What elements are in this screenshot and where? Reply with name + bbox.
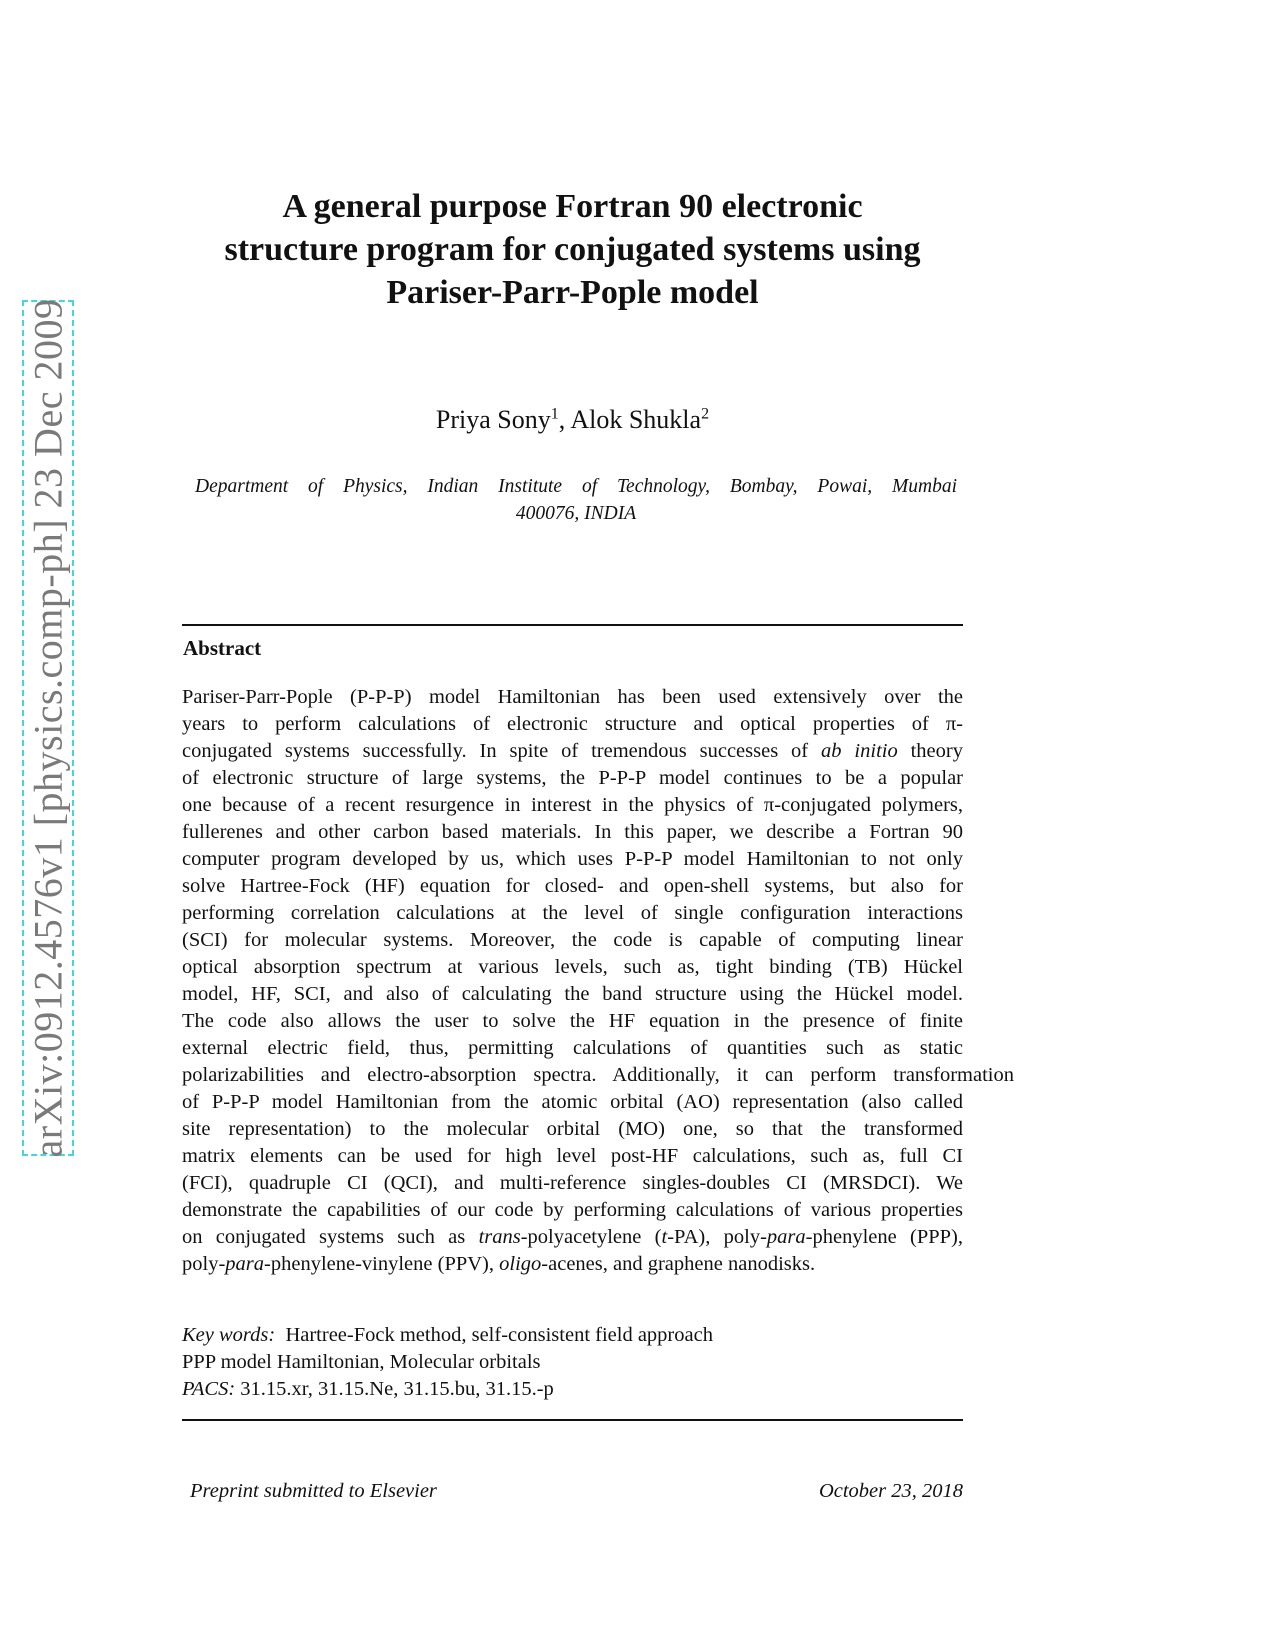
title-line: Pariser-Parr-Pople model bbox=[386, 274, 759, 311]
keywords-label: Key words: bbox=[182, 1324, 276, 1346]
paper-title bbox=[150, 185, 995, 314]
abstract-text: poly- bbox=[182, 1253, 226, 1275]
abstract-line bbox=[182, 1170, 963, 1197]
abstract-text: -phenylene-vinylene (PPV), bbox=[264, 1253, 500, 1275]
abstract-line bbox=[182, 1062, 1014, 1089]
abstract-line bbox=[182, 927, 963, 954]
abstract-line bbox=[182, 1224, 963, 1251]
abstract-text: of P-P-P model Hamiltonian from the atomic orbital (AO) representation (also called bbox=[182, 1091, 963, 1113]
abstract-line bbox=[182, 1143, 963, 1170]
date: October 23, 2018 bbox=[818, 1480, 963, 1502]
abstract-text: demonstrate the capabilities of our code by performing calculations of various properties bbox=[182, 1199, 963, 1221]
pacs-label: PACS: bbox=[182, 1378, 236, 1400]
abstract-line bbox=[182, 711, 963, 738]
abstract-text: -phenylene (PPP), bbox=[805, 1226, 963, 1248]
abstract-line bbox=[182, 981, 963, 1008]
abstract-line bbox=[182, 900, 963, 927]
abstract-text: years to perform calculations of electronic structure and optical properties of π- bbox=[182, 713, 963, 735]
abstract-text: (FCI), quadruple CI (QCI), and multi-reference singles-doubles CI (MRSDCI). We bbox=[182, 1172, 963, 1194]
title-line: A general purpose Fortran 90 electronic bbox=[282, 188, 863, 225]
abstract-text: theory bbox=[897, 740, 963, 762]
abstract-heading: Abstract bbox=[183, 636, 262, 660]
abstract-line bbox=[182, 684, 963, 711]
abstract-text: optical absorption spectrum at various levels, such as, tight binding (TB) Hückel bbox=[182, 956, 963, 978]
top-rule bbox=[182, 624, 963, 626]
abstract-line bbox=[182, 819, 963, 846]
abstract-line bbox=[182, 1197, 963, 1224]
abstract-text: computer program developed by us, which uses P-P-P model Hamiltonian to not only bbox=[182, 848, 963, 870]
abstract-text: model, HF, SCI, and also of calculating the band structure using the Hückel model. bbox=[182, 983, 963, 1005]
arxiv-stamp bbox=[22, 300, 74, 1156]
abstract-text: -PA), poly- bbox=[667, 1226, 767, 1248]
abstract-line bbox=[182, 738, 963, 765]
author-affiliation-mark: 2 bbox=[701, 405, 710, 423]
abstract-line bbox=[182, 1251, 963, 1278]
abstract-text: external electric field, thus, permitting calculations of quantities such as static bbox=[182, 1037, 963, 1059]
abstract-line bbox=[182, 792, 963, 819]
abstract-line bbox=[182, 1008, 963, 1035]
abstract-text: of electronic structure of large systems, the P-P-P model continues to be a popular bbox=[182, 767, 963, 789]
affiliation-line: Department of Physics, Indian Institute of Technology, Bombay, Powai, Mumbai bbox=[195, 476, 957, 497]
author-name: Alok Shukla bbox=[570, 405, 702, 434]
abstract-text: conjugated systems successfully. In spite of tremendous successes of bbox=[182, 740, 822, 762]
abstract-text: fullerenes and other carbon based materials. In this paper, we describe a Fortran 90 bbox=[182, 821, 963, 843]
abstract-line bbox=[182, 765, 963, 792]
abstract-text: polarizabilities and electro-absorption spectra. Additionally, it can perform transformation bbox=[182, 1064, 1014, 1086]
author-name: Priya Sony bbox=[435, 405, 551, 434]
abstract-body bbox=[182, 684, 1014, 1278]
affiliation bbox=[195, 473, 957, 527]
abstract-line bbox=[182, 873, 963, 900]
abstract-text: one because of a recent resurgence in interest in the physics of π-conjugated polymers, bbox=[182, 794, 963, 816]
pacs-codes: 31.15.xr, 31.15.Ne, 31.15.bu, 31.15.-p bbox=[240, 1378, 554, 1400]
abstract-emphasis: para bbox=[766, 1226, 806, 1248]
author-separator: , bbox=[558, 405, 571, 434]
bottom-rule bbox=[182, 1419, 963, 1421]
abstract-text: performing correlation calculations at the level of single configuration interactions bbox=[182, 902, 963, 924]
abstract-text: -polyacetylene ( bbox=[520, 1226, 662, 1248]
abstract-text: The code also allows the user to solve the HF equation in the presence of finite bbox=[182, 1010, 963, 1032]
abstract-emphasis: t bbox=[661, 1226, 668, 1248]
abstract-emphasis: ab initio bbox=[821, 740, 898, 762]
abstract-text: Pariser-Parr-Pople (P-P-P) model Hamiltonian has been used extensively over the bbox=[182, 686, 963, 708]
authors bbox=[150, 405, 995, 435]
abstract-line bbox=[182, 1035, 963, 1062]
affiliation-line: 400076, INDIA bbox=[515, 503, 637, 524]
abstract-text: matrix elements can be used for high level post-HF calculations, such as, full CI bbox=[182, 1145, 963, 1167]
keywords-text: Hartree-Fock method, self-consistent field approach bbox=[285, 1324, 713, 1346]
preprint-note: Preprint submitted to Elsevier bbox=[190, 1480, 437, 1502]
abstract-text: on conjugated systems such as bbox=[182, 1226, 479, 1248]
abstract-text: -acenes, and graphene nanodisks. bbox=[541, 1253, 816, 1275]
abstract-emphasis: oligo bbox=[499, 1253, 542, 1275]
author-affiliation-mark: 1 bbox=[550, 405, 559, 423]
abstract-emphasis: trans bbox=[478, 1226, 521, 1248]
abstract-line bbox=[182, 954, 963, 981]
keywords-text: PPP model Hamiltonian, Molecular orbitals bbox=[182, 1351, 541, 1373]
abstract-line bbox=[182, 1089, 963, 1116]
keywords-block bbox=[182, 1322, 713, 1403]
abstract-line bbox=[182, 1116, 963, 1143]
title-line: structure program for conjugated systems using bbox=[224, 231, 921, 268]
abstract-text: solve Hartree-Fock (HF) equation for closed- and open-shell systems, but also for bbox=[182, 875, 963, 897]
abstract-text: site representation) to the molecular orbital (MO) one, so that the transformed bbox=[182, 1118, 963, 1140]
abstract-text: (SCI) for molecular systems. Moreover, the code is capable of computing linear bbox=[182, 929, 963, 951]
arxiv-identifier: arXiv:0912.4576v1 [physics.comp-ph] 23 Dec 2009 bbox=[25, 298, 71, 1158]
abstract-line bbox=[182, 846, 963, 873]
abstract-emphasis: para bbox=[225, 1253, 265, 1275]
